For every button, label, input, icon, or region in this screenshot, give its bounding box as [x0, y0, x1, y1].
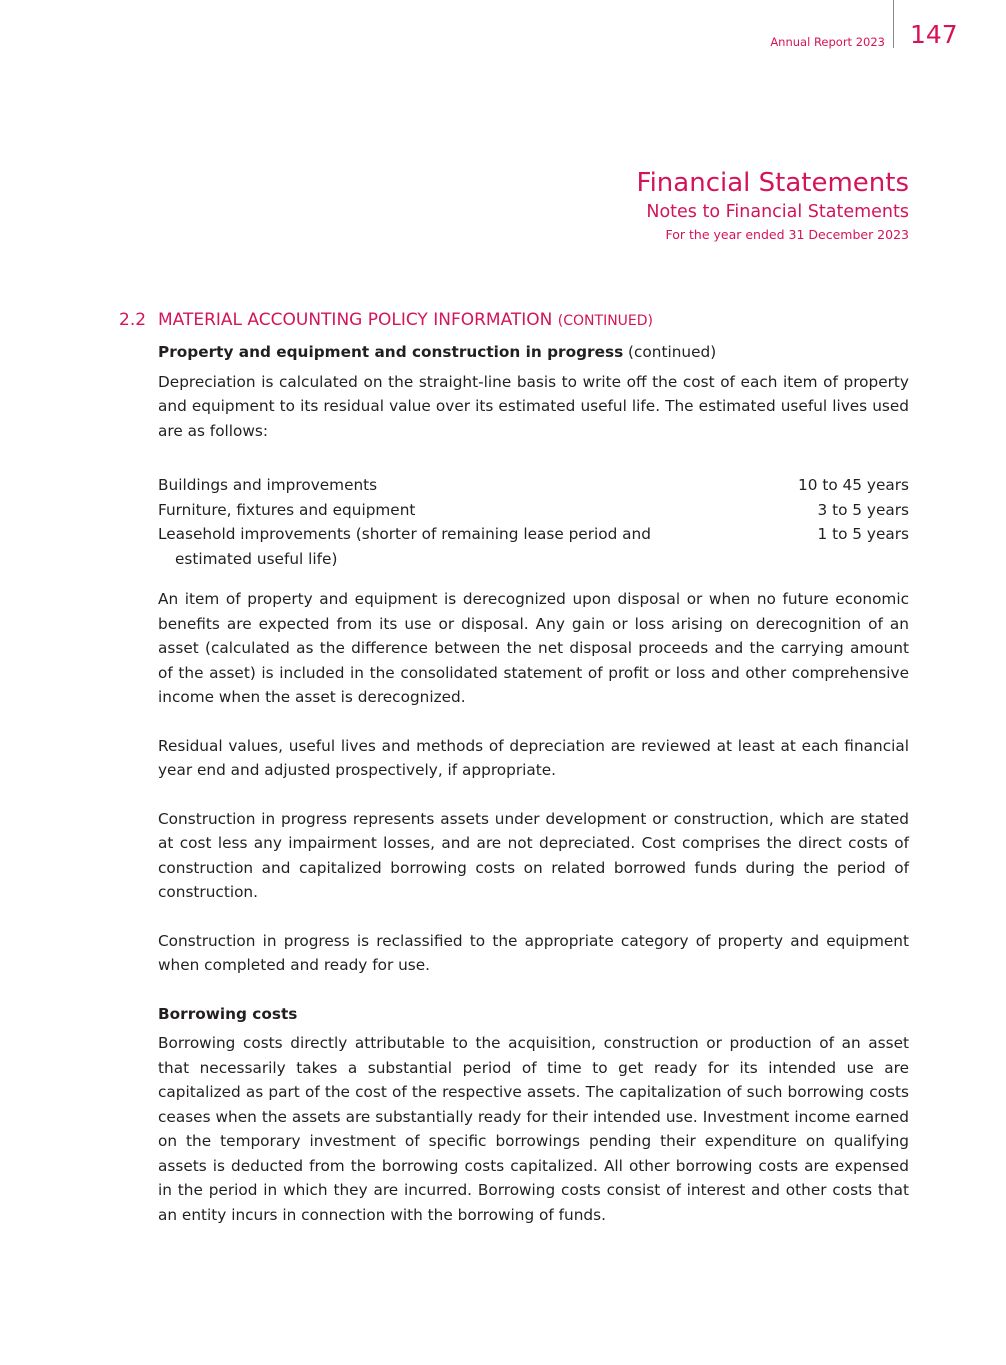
- header-divider: [893, 0, 894, 48]
- page-subtitle: Notes to Financial Statements: [646, 202, 909, 222]
- page-content: [158, 340, 909, 1227]
- property-subheading: [158, 340, 909, 365]
- asset-category: [158, 498, 718, 523]
- useful-life-value: 3 to 5 years: [817, 500, 909, 519]
- useful-lives-table: [158, 473, 909, 571]
- reclassification-paragraph: Construction in progress is reclassified to the appropriate category of property and equipment when completed and ready for use.: [158, 931, 909, 974]
- page-title: Financial Statements: [636, 168, 909, 198]
- section-heading: [119, 310, 653, 330]
- section-continued: (CONTINUED): [557, 313, 654, 329]
- useful-life-value: 10 to 45 years: [798, 476, 909, 494]
- asset-category: [158, 522, 718, 571]
- asset-category-label: Leasehold improvements (shorter of remaining lease period and: [158, 525, 651, 543]
- useful-life-value: 1 to 5 years: [817, 525, 909, 543]
- section-title: MATERIAL ACCOUNTING POLICY INFORMATION: [158, 310, 553, 330]
- borrowing-costs-paragraph: Borrowing costs directly attributable to the acquisition, construction or production of an asset that necessarily takes a substantial period of time to get ready for its intended use are capitalized as part of the cost of the respective assets. The capitalization of such borrowing costs ceases when the assets are substantially ready for their intended use. Investment income earned on the temporary investment of specific borrowings pending their expenditure on qualifying assets is deducted from the borrowing costs capitalized. All other borrowing costs are expensed in the period in which they are incurred. Borrowing costs consist of interest and other costs that an entity incurs in connection with the borrowing of funds.: [158, 1034, 909, 1224]
- borrowing-costs-subheading-bold: Borrowing costs: [158, 1004, 298, 1023]
- derecognition-paragraph: An item of property and equipment is derecognized upon disposal or when no future economic benefits are expected from its use or disposal. Any gain or loss arising on derecognition of an asset (calculated as the difference between the net disposal proceeds and the carrying amount of the asset) is included in the consolidated statement of profit or loss and other comprehensive income when the asset is derecognized.: [158, 590, 909, 706]
- borrowing-costs-subheading: [158, 1002, 909, 1027]
- asset-category: [158, 473, 718, 498]
- reporting-period: For the year ended 31 December 2023: [665, 227, 909, 242]
- useful-life-row: [158, 522, 909, 571]
- construction-in-progress-paragraph: Construction in progress represents assets under development or construction, which are stated at cost less any impairment losses, and are not depreciated. Cost comprises the direct costs of construction and capitalized borrowing costs on related borrowed funds during the period of construction.: [158, 809, 909, 901]
- useful-life-row: [158, 473, 909, 498]
- asset-category-label-continued: estimated useful life): [175, 549, 338, 568]
- asset-category-label: Buildings and improvements: [158, 476, 378, 494]
- property-subheading-continued: (continued): [623, 343, 717, 361]
- property-subheading-bold: Property and equipment and construction in progress: [158, 343, 624, 361]
- asset-category-label: Furniture, fixtures and equipment: [158, 500, 416, 519]
- useful-life-row: [158, 498, 909, 523]
- depreciation-intro: Depreciation is calculated on the straight-line basis to write off the cost of each item of property and equipment to its residual value over its estimated useful life. The estimated useful lives used are as follows:: [158, 372, 909, 440]
- page-number: 147: [910, 20, 958, 49]
- section-number: 2.2: [119, 310, 147, 330]
- report-label: Annual Report 2023: [770, 35, 885, 49]
- residual-values-paragraph: Residual values, useful lives and methods of depreciation are reviewed at least at each financial year end and adjusted prospectively, if appropriate.: [158, 736, 909, 779]
- title-block: [637, 168, 909, 245]
